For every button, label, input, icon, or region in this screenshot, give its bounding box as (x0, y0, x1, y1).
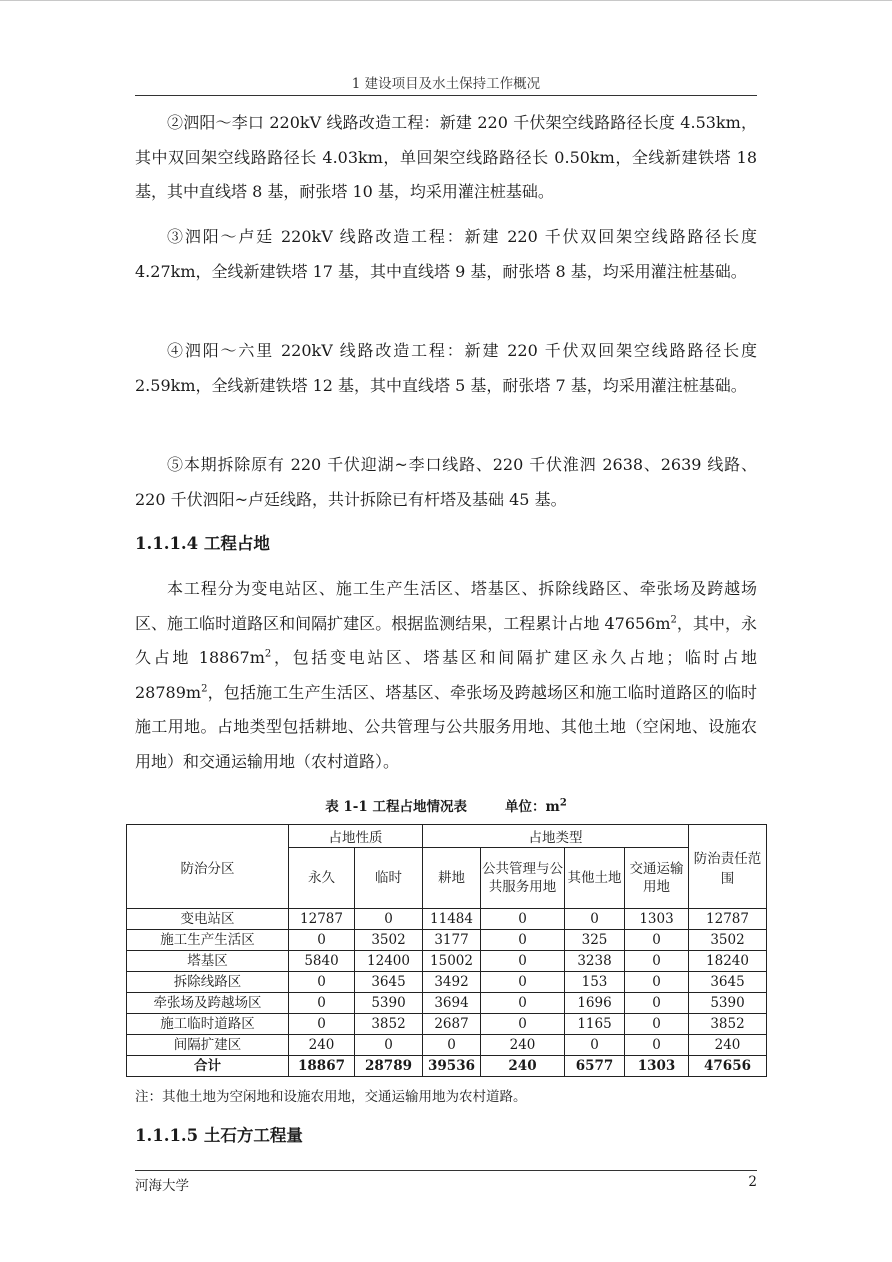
header-nature: 占地性质 (289, 825, 423, 848)
paragraph-line-siyang-likou: ②泗阳～李口 220kV 线路改造工程：新建 220 千伏架空线路路径长度 4.53km，其中双回架空线路路径长 4.03km，单回架空线路路径长 0.50km，全线新建铁塔 18 基，其中直线塔 8 基，耐张塔 10 基，均采用灌注桩基础。 (135, 113, 757, 201)
cell: 240 (289, 1035, 355, 1056)
cell: 5390 (355, 993, 423, 1014)
header-responsibility: 防治责任范围 (689, 825, 767, 909)
cell: 0 (481, 993, 565, 1014)
table-unit (505, 799, 567, 815)
section-heading-earthwork: 1.1.1.5 土石方工程量 (135, 1126, 303, 1145)
cell: 12787 (289, 909, 355, 930)
table-row (127, 930, 767, 951)
paragraph-text: ，包括施工生产生活区、塔基区、牵张场及跨越场区和施工临时道路区的临时施工用地。占地类型包括耕地、公共管理与公共服务用地、其他土地（空闲地、设施农用地）和交通运输用地（农村道路）。 (135, 682, 757, 771)
cell: 47656 (689, 1056, 767, 1077)
cell: 3852 (689, 1014, 767, 1035)
cell: 0 (481, 909, 565, 930)
header-farmland: 耕地 (423, 848, 481, 909)
cell: 0 (625, 930, 689, 951)
cell: 1303 (625, 1056, 689, 1077)
superscript: 2 (201, 683, 208, 695)
header-zone: 防治分区 (127, 825, 289, 909)
paragraph-text: ，其中，永久占地 18867m (135, 613, 757, 667)
cell: 0 (481, 951, 565, 972)
cell: 变电站区 (127, 909, 289, 930)
paragraph-line-removal: ⑤本期拆除原有 220 千伏迎湖~李口线路、220 千伏淮泗 2638、2639 线路、220 千伏泗阳~卢廷线路，共计拆除已有杆塔及基础 45 基。 (135, 455, 757, 509)
cell: 2687 (423, 1014, 481, 1035)
cell: 1303 (625, 909, 689, 930)
cell: 3238 (565, 951, 625, 972)
cell: 0 (355, 909, 423, 930)
superscript: 2 (559, 797, 567, 809)
cell: 0 (481, 930, 565, 951)
cell: 施工生产生活区 (127, 930, 289, 951)
header-other: 其他土地 (565, 848, 625, 909)
paragraph-text: ，包括变电站区、塔基区和间隔扩建区永久占地；临时占地 28789m (135, 648, 757, 702)
cell: 0 (625, 972, 689, 993)
table-title: 表 1-1 工程占地情况表 (325, 799, 468, 815)
cell: 153 (565, 972, 625, 993)
cell: 240 (481, 1056, 565, 1077)
paragraph-line-siyang-liuli: ④泗阳～六里 220kV 线路改造工程：新建 220 千伏双回架空线路路径长度 2.59km，全线新建铁塔 12 基，其中直线塔 5 基，耐张塔 7 基，均采用灌注桩基础。 (135, 341, 757, 395)
table-total-row (127, 1056, 767, 1077)
cell: 间隔扩建区 (127, 1035, 289, 1056)
cell: 0 (289, 930, 355, 951)
table-row (127, 972, 767, 993)
cell: 240 (481, 1035, 565, 1056)
cell: 12787 (689, 909, 767, 930)
cell: 0 (355, 1035, 423, 1056)
superscript: 2 (670, 614, 677, 626)
table-unit-text: 单位：m (505, 799, 560, 815)
paragraph-land-occupation (135, 572, 757, 779)
table-row (127, 1035, 767, 1056)
page-number: 2 (748, 1174, 757, 1190)
cell: 0 (625, 1014, 689, 1035)
cell: 5840 (289, 951, 355, 972)
cell: 3502 (689, 930, 767, 951)
cell: 0 (481, 1014, 565, 1035)
cell: 3492 (423, 972, 481, 993)
cell: 3502 (355, 930, 423, 951)
cell: 牵张场及跨越场区 (127, 993, 289, 1014)
table-note: 注：其他土地为空闲地和设施农用地，交通运输用地为农村道路。 (135, 1089, 527, 1105)
cell: 0 (289, 993, 355, 1014)
cell: 3852 (355, 1014, 423, 1035)
header-rule (135, 95, 757, 96)
table-row (127, 1014, 767, 1035)
cell: 0 (565, 1035, 625, 1056)
cell: 3645 (689, 972, 767, 993)
header-transport: 交通运输用地 (625, 848, 689, 909)
cell: 18867 (289, 1056, 355, 1077)
cell: 12400 (355, 951, 423, 972)
cell: 1165 (565, 1014, 625, 1035)
cell: 240 (689, 1035, 767, 1056)
cell: 11484 (423, 909, 481, 930)
cell: 0 (423, 1035, 481, 1056)
footer-rule (135, 1170, 757, 1171)
cell: 28789 (355, 1056, 423, 1077)
footer-organization: 河海大学 (135, 1178, 189, 1194)
header-temporary: 临时 (355, 848, 423, 909)
header-permanent: 永久 (289, 848, 355, 909)
cell: 0 (625, 993, 689, 1014)
cell: 18240 (689, 951, 767, 972)
running-header: 1 建设项目及水土保持工作概况 (351, 76, 541, 92)
paragraph-text: 本工程分为变电站区、施工生产生活区、塔基区、拆除线路区、牵张场及跨越场区、施工临时道路区和间隔扩建区。根据监测结果，工程累计占地 47656m (135, 579, 757, 633)
cell: 施工临时道路区 (127, 1014, 289, 1035)
cell: 1696 (565, 993, 625, 1014)
cell: 0 (565, 909, 625, 930)
cell: 39536 (423, 1056, 481, 1077)
paragraph-line-siyang-luting: ③泗阳～卢廷 220kV 线路改造工程：新建 220 千伏双回架空线路路径长度 4.27km，全线新建铁塔 17 基，其中直线塔 9 基，耐张塔 8 基，均采用灌注桩基础。 (135, 227, 757, 281)
cell: 5390 (689, 993, 767, 1014)
cell: 3177 (423, 930, 481, 951)
cell: 0 (289, 1014, 355, 1035)
cell: 6577 (565, 1056, 625, 1077)
header-public: 公共管理与公共服务用地 (481, 848, 565, 909)
page-top-border (0, 0, 892, 1)
superscript: 2 (264, 648, 272, 660)
cell: 塔基区 (127, 951, 289, 972)
land-occupation-table (126, 824, 767, 1077)
table-row (127, 993, 767, 1014)
cell: 3645 (355, 972, 423, 993)
table-row (127, 951, 767, 972)
cell: 0 (481, 972, 565, 993)
cell: 0 (625, 951, 689, 972)
cell: 15002 (423, 951, 481, 972)
section-heading-land-occupation: 1.1.1.4 工程占地 (135, 534, 270, 553)
cell: 拆除线路区 (127, 972, 289, 993)
cell: 0 (625, 1035, 689, 1056)
cell: 0 (289, 972, 355, 993)
table-caption (135, 795, 757, 815)
cell: 325 (565, 930, 625, 951)
cell: 合计 (127, 1056, 289, 1077)
cell: 3694 (423, 993, 481, 1014)
header-type: 占地类型 (423, 825, 689, 848)
table-row (127, 909, 767, 930)
